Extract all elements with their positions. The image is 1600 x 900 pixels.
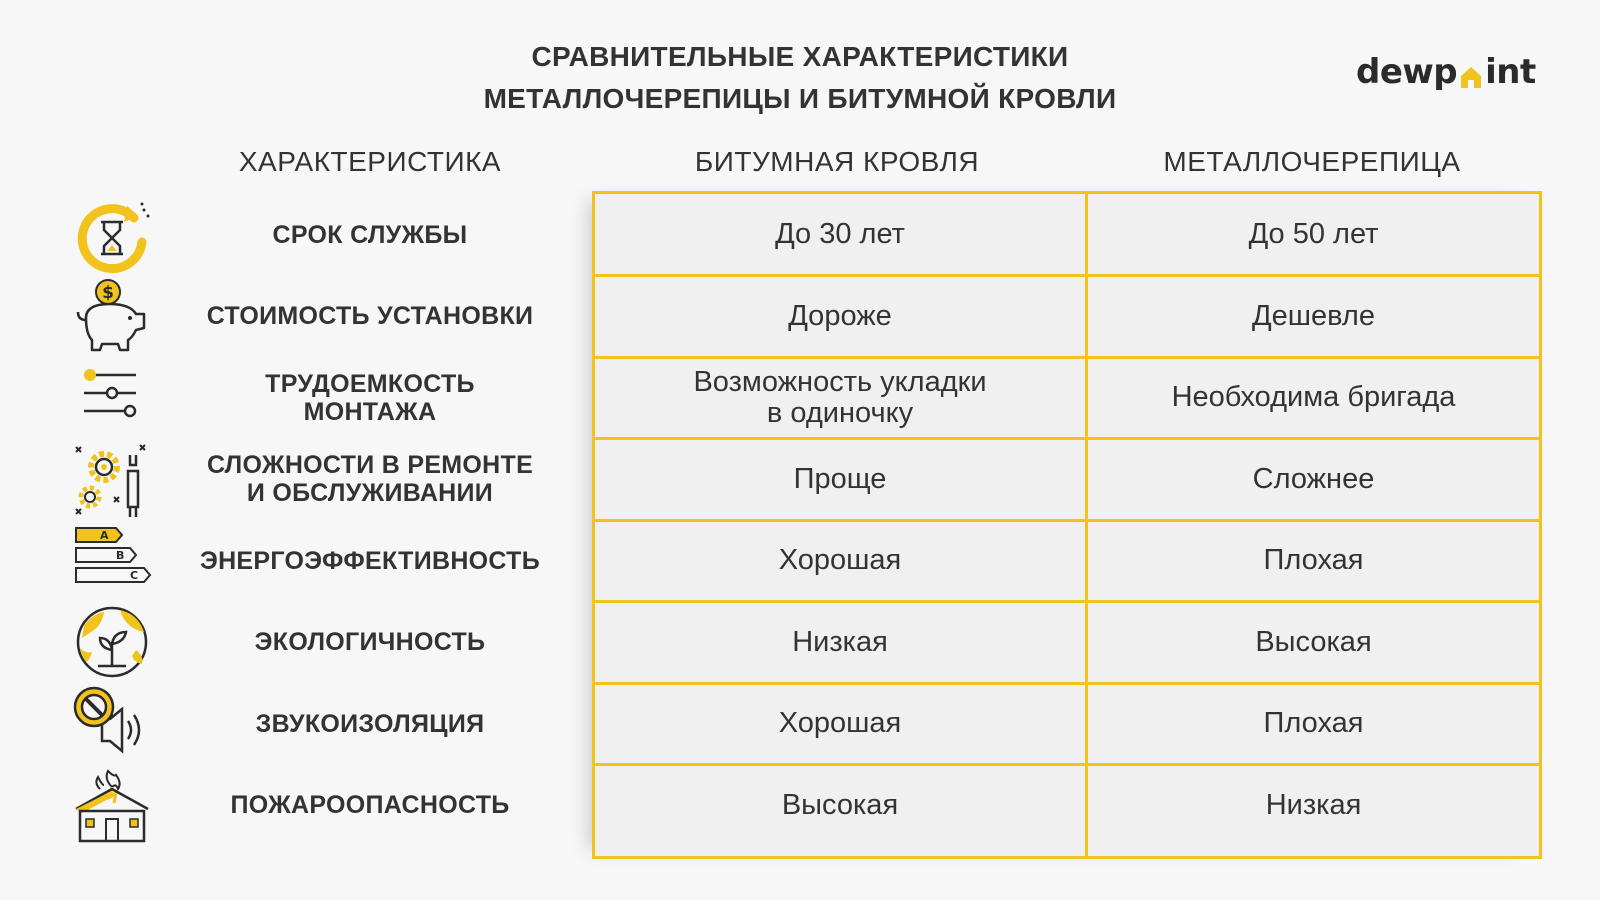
cell-metal — [1088, 683, 1539, 765]
cell-bitumen — [595, 683, 1085, 765]
text-line: Проще — [793, 462, 887, 495]
feature-label — [180, 194, 560, 276]
text-line: Необходима бригада — [1171, 381, 1456, 414]
feature-label — [180, 357, 560, 439]
house-icon — [1458, 60, 1484, 88]
text-line: СЛОЖНОСТИ В РЕМОНТЕ — [206, 451, 534, 480]
text-line: Низкая — [1265, 788, 1362, 821]
text-line: ЗВУКОИЗОЛЯЦИЯ — [255, 709, 485, 738]
cell-metal — [1088, 439, 1539, 521]
dewpoint-logo — [1356, 52, 1536, 92]
text-line: До 30 лет — [775, 218, 905, 251]
cell-bitumen — [595, 194, 1085, 276]
logo-text-end: int — [1485, 52, 1536, 92]
text-line: Низкая — [792, 625, 888, 658]
text-line: МОНТАЖА — [303, 397, 437, 426]
svg-text:A: A — [100, 529, 109, 542]
feature-label — [180, 520, 560, 602]
feature-label — [180, 276, 560, 358]
text-line: Плохая — [1263, 544, 1364, 577]
text-line: Дороже — [788, 299, 892, 332]
text-line: ЭКОЛОГИЧНОСТЬ — [254, 628, 486, 657]
cell-bitumen — [595, 520, 1085, 602]
feature-label — [180, 683, 560, 765]
cell-metal — [1088, 765, 1539, 847]
cell-bitumen — [595, 276, 1085, 358]
cell-metal — [1088, 276, 1539, 358]
feature-label — [180, 439, 560, 521]
cell-bitumen — [595, 439, 1085, 521]
globe-sprout-icon — [72, 604, 152, 684]
svg-text:C: C — [130, 569, 139, 582]
column-header-feature: ХАРАКТЕРИСТИКА — [238, 146, 502, 177]
svg-text:B: B — [116, 549, 125, 562]
cell-metal — [1088, 602, 1539, 684]
cell-bitumen — [595, 765, 1085, 847]
sliders-icon — [72, 359, 152, 439]
cell-bitumen — [595, 357, 1085, 439]
text-line: СРОК СЛУЖБЫ — [272, 220, 468, 249]
title-line-2: МЕТАЛЛОЧЕРЕПИЦЫ И БИТУМНОЙ КРОВЛИ — [483, 83, 1117, 114]
feature-label — [180, 602, 560, 684]
feature-label — [180, 765, 560, 847]
svg-text:$: $ — [102, 282, 114, 303]
column-header-bitumen: БИТУМНАЯ КРОВЛЯ — [694, 146, 980, 177]
title-line-1: СРАВНИТЕЛЬНЫЕ ХАРАКТЕРИСТИКИ — [531, 41, 1069, 72]
text-line: Высокая — [1255, 625, 1372, 658]
text-line: Плохая — [1263, 707, 1364, 740]
text-line: ЭНЕРГОЭФФЕКТИВНОСТЬ — [199, 546, 540, 575]
text-line: СТОИМОСТЬ УСТАНОВКИ — [206, 302, 534, 331]
text-line: И ОБСЛУЖИВАНИИ — [246, 479, 494, 508]
text-line: в одиночку — [766, 396, 914, 429]
text-line: ТРУДОЕМКОСТЬ — [265, 369, 475, 398]
text-line: Хорошая — [778, 544, 902, 577]
cell-metal — [1088, 357, 1539, 439]
cell-metal — [1088, 194, 1539, 276]
house-fire-icon — [72, 767, 152, 847]
piggy-bank-icon — [72, 278, 152, 358]
text-line: Сложнее — [1252, 462, 1375, 495]
text-line: Высокая — [781, 788, 899, 821]
gears-wrench-icon — [72, 441, 152, 521]
energy-rating-icon — [72, 522, 152, 602]
text-line: Хорошая — [778, 707, 902, 740]
text-line: Возможность укладки — [693, 365, 987, 398]
text-line: Дешевле — [1252, 299, 1375, 332]
comparison-table — [592, 191, 1542, 859]
hourglass-cycle-icon — [72, 196, 152, 276]
column-header-metal: МЕТАЛЛОЧЕРЕПИЦА — [1163, 146, 1461, 177]
text-line: До 50 лет — [1248, 218, 1379, 251]
logo-text-start: dewp — [1356, 52, 1458, 92]
cell-metal — [1088, 520, 1539, 602]
cell-bitumen — [595, 602, 1085, 684]
no-sound-icon — [72, 685, 152, 765]
text-line: ПОЖАРООПАСНОСТЬ — [230, 791, 510, 820]
